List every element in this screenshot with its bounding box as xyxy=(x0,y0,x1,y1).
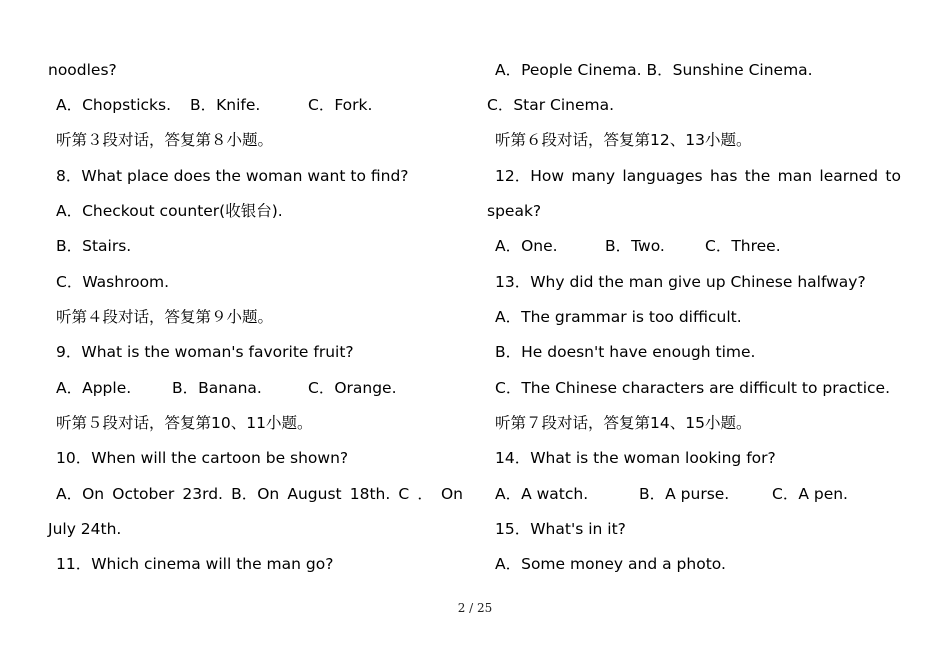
question-15: 15．What's in it? xyxy=(495,520,626,538)
q9-option-a: A．Apple. xyxy=(56,379,132,397)
q8-option-b: B．Stairs. xyxy=(56,237,132,255)
q12-word: many xyxy=(571,167,616,185)
question-12-continuation: speak? xyxy=(487,202,542,220)
section-3-instruction: 听第３段对话，答复第８小题。 xyxy=(56,131,274,149)
q11-options-a-b: A．People Cinema. B．Sunshine Cinema. xyxy=(495,61,813,79)
q10-word: ． xyxy=(417,485,433,503)
q12-word: has xyxy=(710,167,738,185)
section-5-instruction: 听第５段对话，答复第10、11小题。 xyxy=(56,414,313,432)
q12-word: 12．How xyxy=(495,167,565,185)
q10-word: B．On xyxy=(231,485,280,503)
q10-word: A．On xyxy=(56,485,105,503)
q14-option-a: A．A watch. xyxy=(495,485,589,503)
question-10: 10．When will the cartoon be shown? xyxy=(56,449,349,467)
question-13: 13．Why did the man give up Chinese halfway? xyxy=(495,273,866,291)
question-12-line xyxy=(495,166,901,186)
q10-word: August xyxy=(287,485,342,503)
q10-word: 23rd. xyxy=(182,485,223,503)
q10-word: On xyxy=(440,485,463,503)
q12-option-c: C．Three. xyxy=(705,237,781,255)
q12-word: the xyxy=(744,167,771,185)
section-6-instruction: 听第６段对话，答复第12、13小题。 xyxy=(495,131,752,149)
q9-option-b: B．Banana. xyxy=(172,379,262,397)
q13-option-b: B．He doesn't have enough time. xyxy=(495,343,756,361)
page-number: 2 / 25 xyxy=(457,601,493,615)
question-8: 8．What place does the woman want to find? xyxy=(56,167,409,185)
q12-option-a: A．One. xyxy=(495,237,558,255)
question-7-continuation: noodles? xyxy=(48,61,117,79)
question-11: 11．Which cinema will the man go? xyxy=(56,555,334,573)
q14-option-c: C．A pen. xyxy=(772,485,848,503)
q15-option-a: A．Some money and a photo. xyxy=(495,555,726,573)
q9-option-c: C．Orange. xyxy=(308,379,397,397)
q14-option-b: B．A purse. xyxy=(639,485,730,503)
q13-option-a: A．The grammar is too difficult. xyxy=(495,308,742,326)
q11-option-c: C．Star Cinema. xyxy=(487,96,615,114)
q8-option-a: A．Checkout counter(收银台). xyxy=(56,202,283,220)
q12-word: to xyxy=(885,167,901,185)
q7-option-c: C．Fork. xyxy=(308,96,373,114)
q12-word: languages xyxy=(622,167,703,185)
q7-option-a: A．Chopsticks. xyxy=(56,96,172,114)
q12-option-b: B．Two. xyxy=(605,237,665,255)
q8-option-c: C．Washroom. xyxy=(56,273,170,291)
section-4-instruction: 听第４段对话，答复第９小题。 xyxy=(56,308,274,326)
q10-word: C xyxy=(398,485,410,503)
q7-option-b: B．Knife. xyxy=(190,96,261,114)
q10-word: October xyxy=(112,485,175,503)
section-7-instruction: 听第７段对话，答复第14、15小题。 xyxy=(495,414,752,432)
q10-options-continuation: July 24th. xyxy=(48,520,122,538)
q12-word: man xyxy=(777,167,813,185)
q12-word: learned xyxy=(819,167,879,185)
q13-option-c: C．The Chinese characters are difficult to practice. xyxy=(495,379,891,397)
question-14: 14．What is the woman looking for? xyxy=(495,449,776,467)
q10-options-line xyxy=(56,484,463,504)
question-9: 9．What is the woman's favorite fruit? xyxy=(56,343,354,361)
q10-word: 18th. xyxy=(349,485,391,503)
